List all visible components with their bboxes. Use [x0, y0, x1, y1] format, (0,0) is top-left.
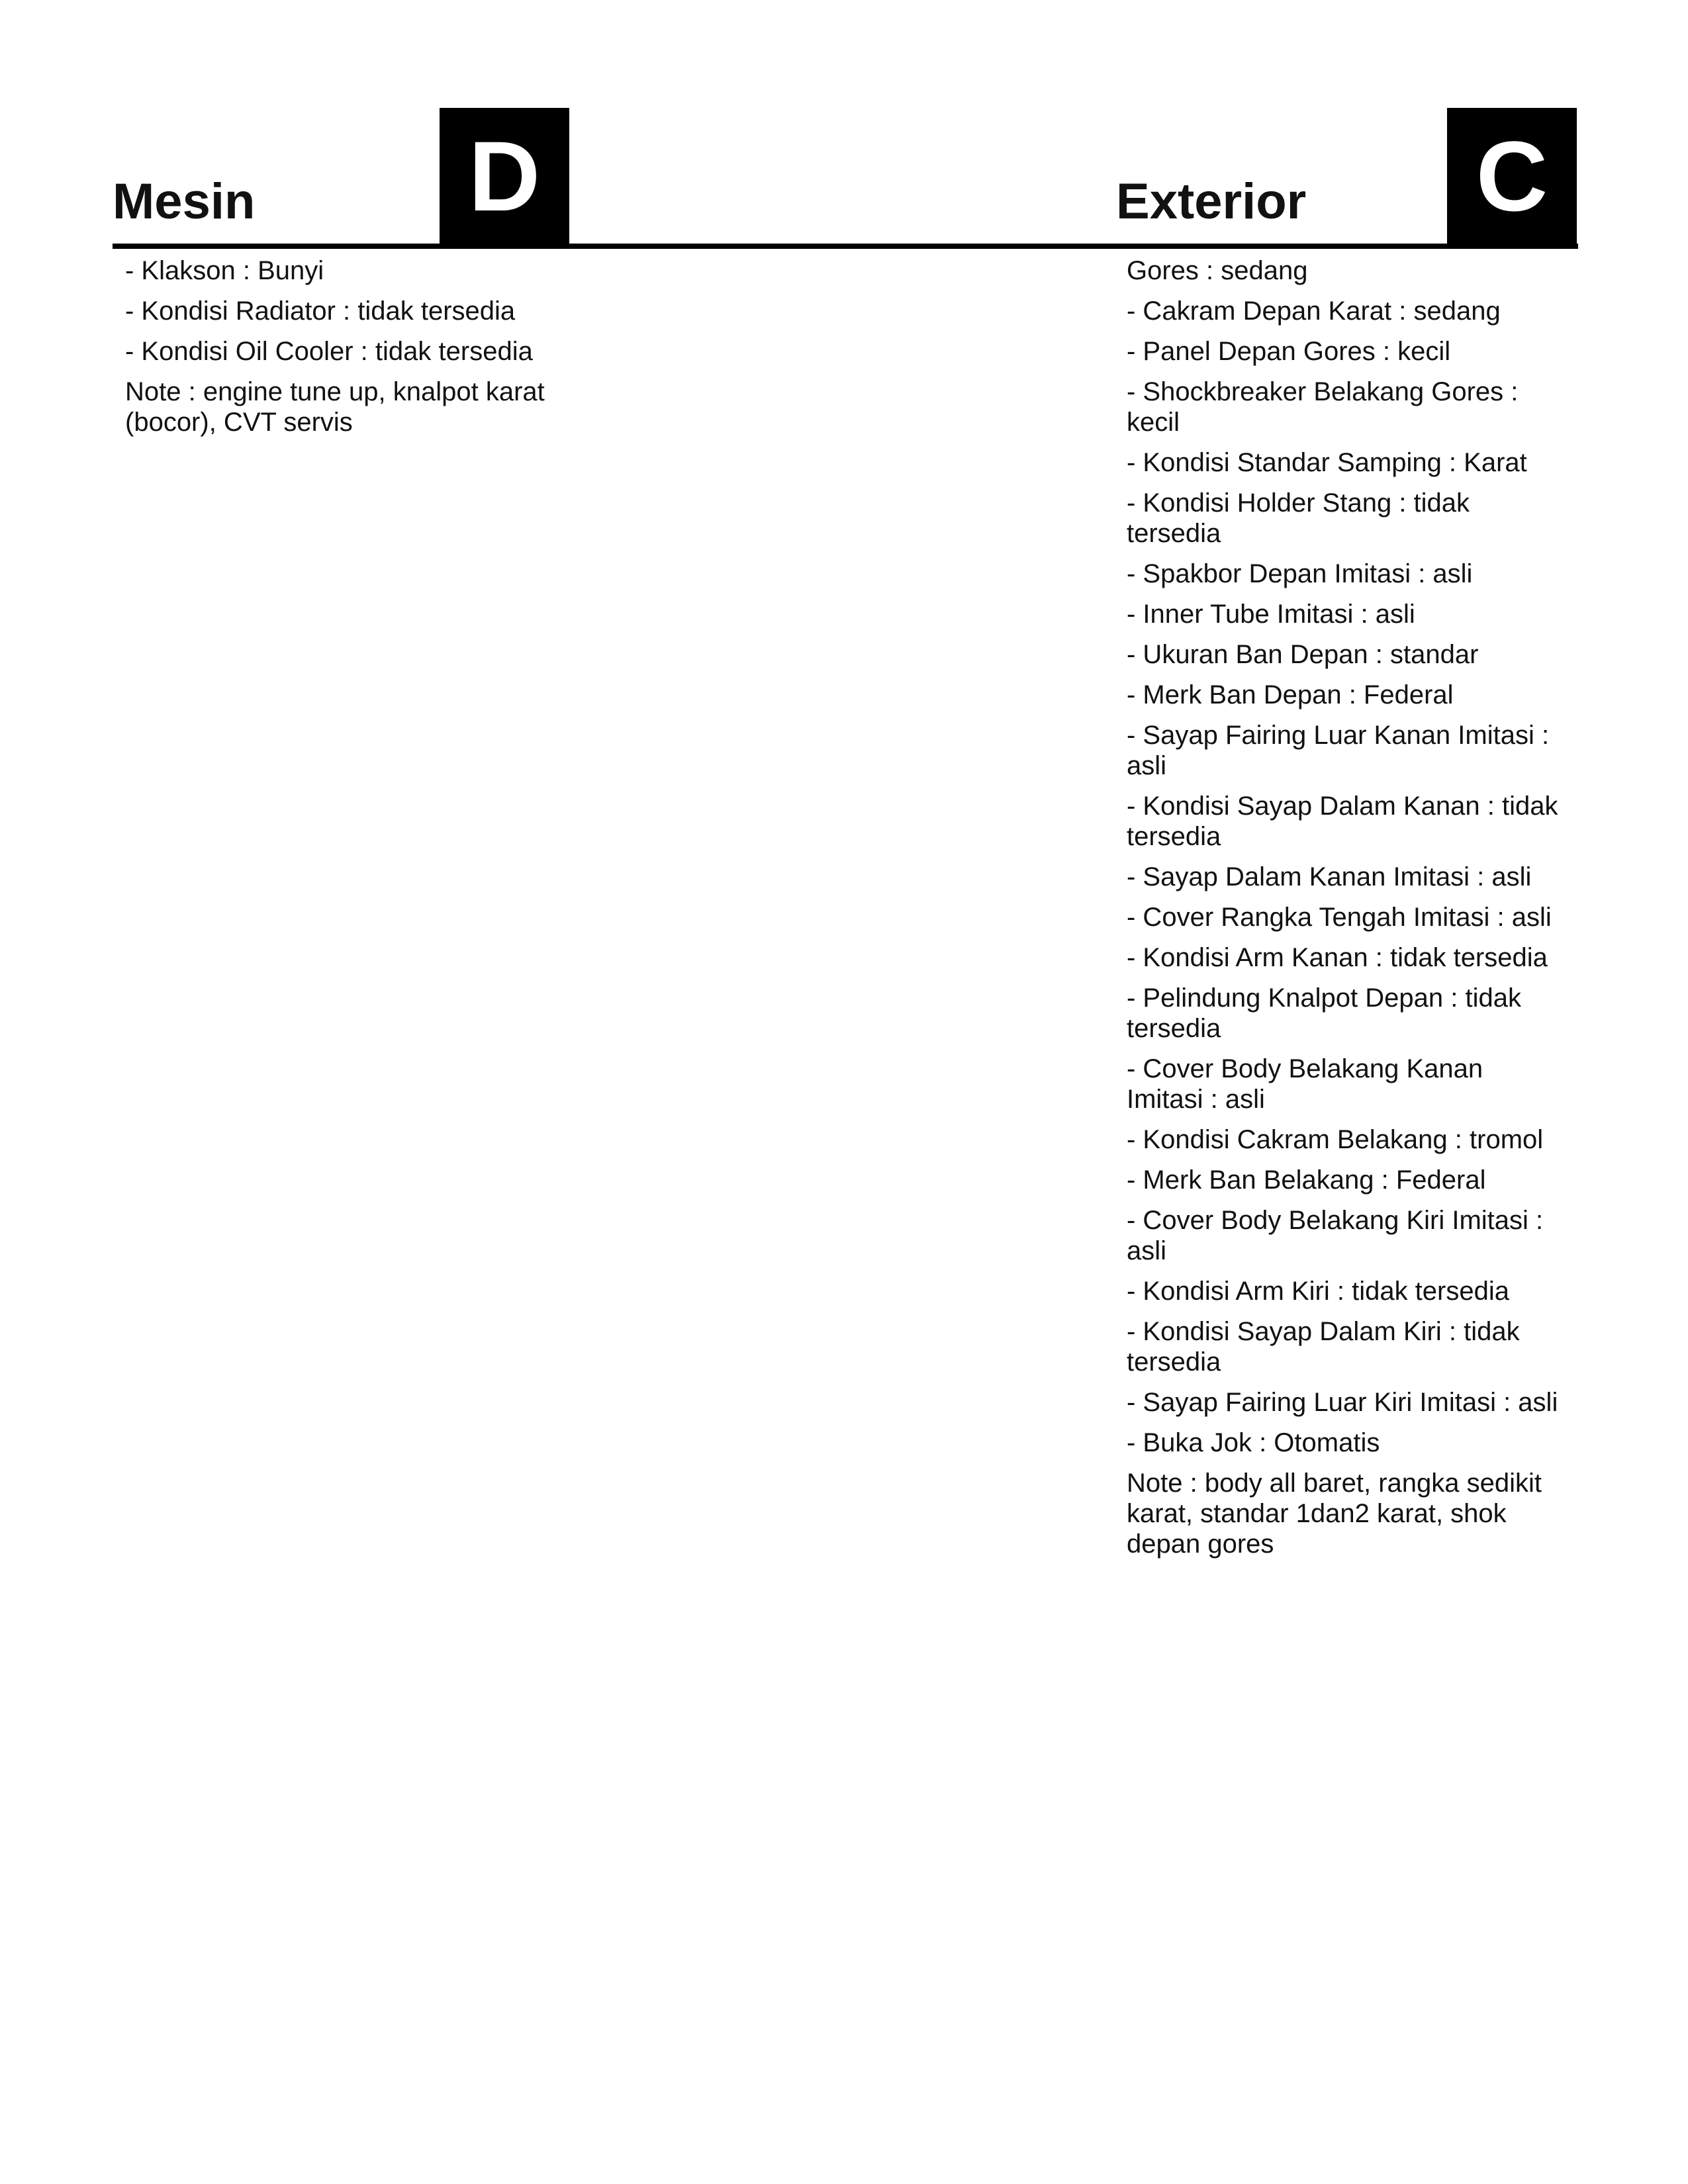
mesin-items-list [125, 255, 562, 447]
list-item: - Kondisi Standar Samping : Karat [1127, 448, 1527, 477]
exterior-items-list [1127, 255, 1564, 1569]
list-item: Gores : sedang [1127, 256, 1308, 285]
list-item: - Kondisi Sayap Dalam Kiri : tidak tersedia [1127, 1317, 1520, 1377]
list-item: - Spakbor Depan Imitasi : asli [1127, 559, 1473, 588]
list-item: - Ukuran Ban Depan : standar [1127, 640, 1479, 669]
list-item: - Merk Ban Belakang : Federal [1127, 1165, 1486, 1195]
list-item: - Kondisi Arm Kanan : tidak tersedia [1127, 943, 1548, 972]
list-item: - Cakram Depan Karat : sedang [1127, 296, 1501, 326]
list-item: - Cover Rangka Tengah Imitasi : asli [1127, 903, 1552, 932]
mesin-grade-badge: D [440, 108, 569, 244]
list-item: - Cover Body Belakang Kiri Imitasi : asli [1127, 1206, 1544, 1265]
exterior-note: Note : body all baret, rangka sedikit karat, standar 1dan2 karat, shok depan gores [1127, 1469, 1542, 1559]
list-item: - Pelindung Knalpot Depan : tidak tersedia [1127, 983, 1521, 1043]
list-item: - Panel Depan Gores : kecil [1127, 337, 1451, 366]
exterior-section-title: Exterior [1116, 173, 1307, 230]
mesin-section-title: Mesin [113, 173, 256, 230]
list-item: - Inner Tube Imitasi : asli [1127, 600, 1415, 629]
list-item: - Klakson : Bunyi [125, 256, 324, 285]
list-item: - Merk Ban Depan : Federal [1127, 680, 1454, 709]
list-item: - Buka Jok : Otomatis [1127, 1428, 1380, 1457]
list-item: - Kondisi Sayap Dalam Kanan : tidak tersedia [1127, 792, 1558, 851]
list-item: - Shockbreaker Belakang Gores : kecil [1127, 377, 1519, 437]
list-item: - Sayap Dalam Kanan Imitasi : asli [1127, 862, 1532, 891]
exterior-grade-badge: C [1447, 108, 1577, 244]
list-item: - Kondisi Arm Kiri : tidak tersedia [1127, 1277, 1509, 1306]
list-item: - Kondisi Oil Cooler : tidak tersedia [125, 337, 533, 366]
list-item: - Sayap Fairing Luar Kanan Imitasi : asli [1127, 721, 1550, 780]
header-rule [113, 244, 1578, 249]
mesin-note: Note : engine tune up, knalpot karat (bocor), CVT servis [125, 377, 545, 437]
list-item: - Kondisi Holder Stang : tidak tersedia [1127, 488, 1470, 548]
list-item: - Kondisi Radiator : tidak tersedia [125, 296, 516, 326]
list-item: - Cover Body Belakang Kanan Imitasi : asli [1127, 1054, 1483, 1114]
list-item: - Kondisi Cakram Belakang : tromol [1127, 1125, 1544, 1154]
list-item: - Sayap Fairing Luar Kiri Imitasi : asli [1127, 1388, 1558, 1417]
